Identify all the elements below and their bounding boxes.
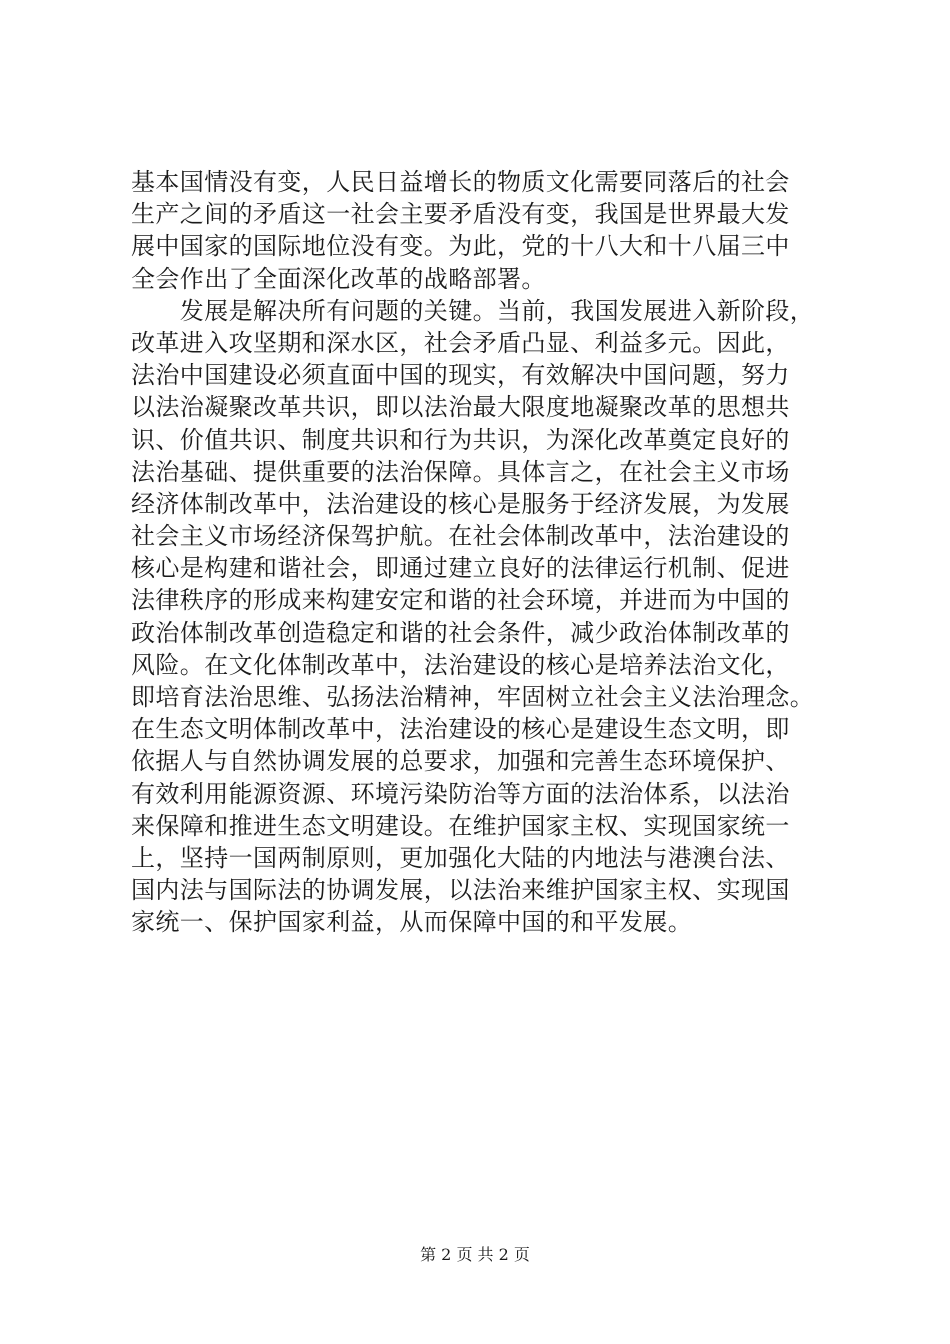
text-line: 展中国家的国际地位没有变。为此，党的十八大和十八届三中 bbox=[131, 232, 790, 261]
text-line: 政治体制改革创造稳定和谐的社会条件，减少政治体制改革的 bbox=[131, 618, 790, 647]
text-line: 即培育法治思维、弘扬法治精神，牢固树立社会主义法治理念。 bbox=[131, 683, 815, 711]
text-line: 生产之间的矛盾这一社会主要矛盾没有变，我国是世界最大发 bbox=[131, 200, 790, 229]
text-line: 来保障和推进生态文明建设。在维护国家主权、实现国家统一 bbox=[131, 811, 790, 840]
text-line: 国内法与国际法的协调发展，以法治来维护国家主权、实现国 bbox=[131, 876, 790, 905]
body-text bbox=[131, 166, 851, 939]
text-line: 风险。在文化体制改革中，法治建设的核心是培养法治文化， bbox=[131, 650, 790, 679]
text-line: 社会主义市场经济保驾护航。在社会体制改革中，法治建设的 bbox=[131, 522, 790, 551]
text-line: 法治中国建设必须直面中国的现实，有效解决中国问题，努力 bbox=[131, 361, 790, 390]
page-number-label: 第 2 页 共 2 页 bbox=[420, 1245, 530, 1264]
text-line: 识、价值共识、制度共识和行为共识，为深化改革奠定良好的 bbox=[131, 425, 790, 454]
text-line: 上，坚持一国两制原则，更加强化大陆的内地法与港澳台法、 bbox=[131, 843, 790, 872]
text-line: 全会作出了全面深化改革的战略部署。 bbox=[131, 264, 546, 293]
text-line: 家统一、保护国家利益，从而保障中国的和平发展。 bbox=[131, 908, 693, 937]
text-line: 基本国情没有变，人民日益增长的物质文化需要同落后的社会 bbox=[131, 168, 790, 196]
text-line: 有效利用能源资源、环境污染防治等方面的法治体系，以法治 bbox=[131, 779, 790, 808]
text-line: 以法治凝聚改革共识，即以法治最大限度地凝聚改革的思想共 bbox=[131, 393, 790, 422]
text-line: 发展是解决所有问题的关键。当前，我国发展进入新阶段， bbox=[131, 296, 815, 325]
text-line: 法治基础、提供重要的法治保障。具体言之，在社会主义市场 bbox=[131, 457, 790, 486]
text-line: 在生态文明体制改革中，法治建设的核心是建设生态文明，即 bbox=[131, 715, 790, 744]
text-line: 经济体制改革中，法治建设的核心是服务于经济发展，为发展 bbox=[131, 489, 790, 518]
text-line: 核心是构建和谐社会，即通过建立良好的法律运行机制、促进 bbox=[131, 554, 790, 583]
text-line: 法律秩序的形成来构建安定和谐的社会环境，并进而为中国的 bbox=[131, 586, 790, 615]
text-line: 改革进入攻坚期和深水区，社会矛盾凸显、利益多元。因此， bbox=[131, 328, 790, 357]
text-line: 依据人与自然协调发展的总要求，加强和完善生态环境保护、 bbox=[131, 747, 790, 776]
page-footer bbox=[0, 1245, 950, 1265]
